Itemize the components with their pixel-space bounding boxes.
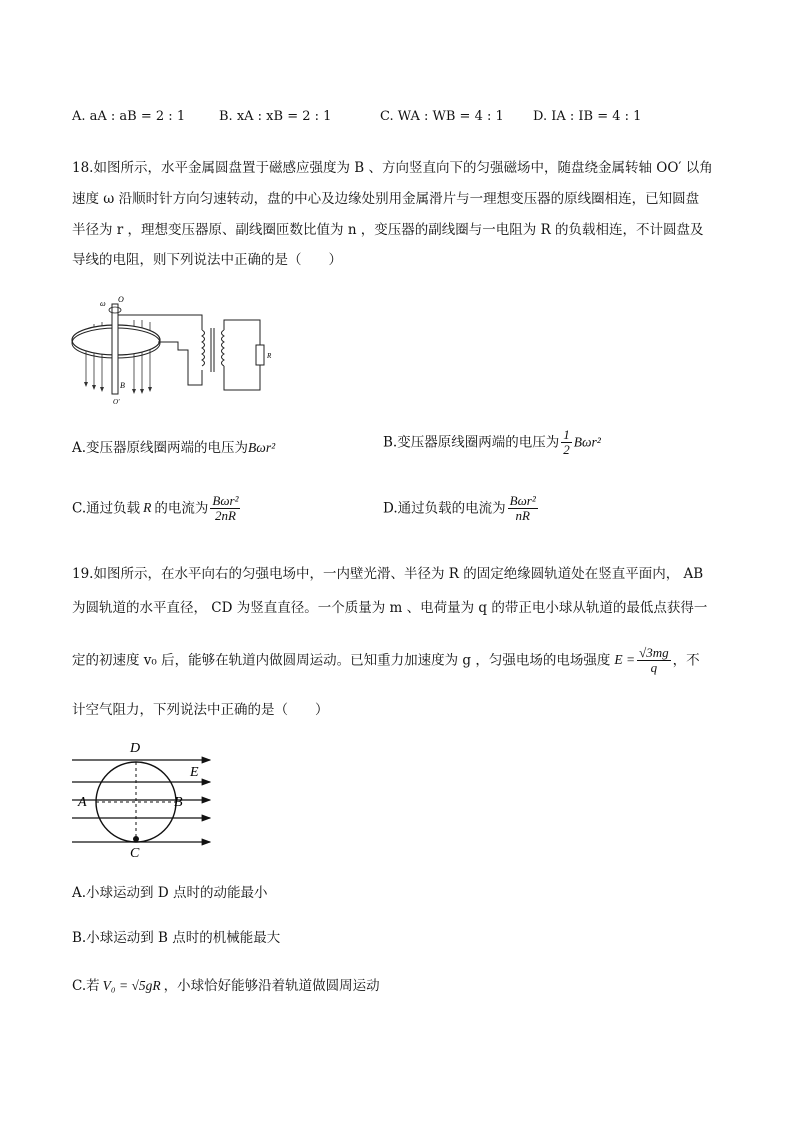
q19-option-a: A.小球运动到 D 点时的动能最小 [72, 885, 268, 901]
q19-ball [133, 836, 139, 842]
q18-line-2: 速度 ω 沿顺时针方向匀速转动，盘的中心及边缘处别用金属滑片与一理想变压器的原线圈相连，已知圆盘 [72, 191, 700, 207]
q18-line-1: 18.如图所示，水平金属圆盘置于磁感应强度为 B 、方向竖直向下的匀强磁场中，随盘绕金属转轴 OO′ 以角 [72, 160, 713, 176]
q18-label-omega: ω [100, 299, 106, 308]
q17-option-a: A. aA : aB = 2 : 1 [72, 109, 186, 124]
q19-line-4: 计空气阻力，下列说法中正确的是（ ） [72, 702, 329, 718]
q19-label-d: D [130, 741, 141, 756]
q19-line-2: 为圆轨道的水平直径， CD 为竖直直径。一个质量为 m 、电荷量为 q 的带正电小球从轨道的最低点获得一 [72, 600, 708, 616]
q19-label-e: E [190, 765, 199, 780]
q18-label-r: R [267, 352, 272, 360]
q18-axle [112, 304, 118, 394]
q17-option-c: C. WA : WB = 4 : 1 [380, 109, 504, 124]
q19-circle-field-figure [70, 738, 220, 860]
q19-label-a: A [78, 795, 87, 810]
q17-option-d: D. IA : IB = 4 : 1 [533, 109, 642, 124]
q18-resistor [256, 345, 264, 365]
q19-line-3: 定的初速度 v₀ 后，能够在轨道内做圆周运动。已知重力加速度为 g ，匀强电场的电场强度 E = $\frac{√3mg}{q}$ ，不 [72, 645, 700, 676]
q18-label-o-top: O [118, 295, 124, 304]
q18-line-4: 导线的电阻，则下列说法中正确的是（ ） [72, 252, 342, 268]
q19-option-c: C.若 V₀ = √5gR ，小球恰好能够沿着轨道做圆周运动 [72, 978, 380, 994]
q18-option-b: B.变压器原线圈两端的电压为 $\frac{1}{2}$ Bωr² [383, 427, 601, 458]
q19-label-c: C [130, 846, 140, 860]
q18-option-d: D.通过负载的电流为 $\frac{\text{Bωr²}}{nR}$ [383, 493, 536, 524]
q18-label-b: B [120, 381, 125, 390]
q18-line-3: 半径为 r ，理想变压器原、副线圈匝数比值为 n ，变压器的副线圈与一电阻为 R 的负载相连，不计圆盘及 [72, 222, 704, 238]
q18-option-a: A.变压器原线圈两端的电压为Bωr² [72, 440, 276, 456]
q18-option-c: C.通过负载 R 的电流为 $\frac{\text{Bωr²}}{2nR}$ [72, 493, 239, 524]
q19-line-1: 19.如图所示，在水平向右的匀强电场中，一内壁光滑、半径为 R 的固定绝缘圆轨道处在竖直平面内， AB [72, 566, 704, 582]
q18-disc-transformer-figure [68, 290, 278, 410]
q19-option-b: B.小球运动到 B 点时的机械能最大 [72, 930, 281, 946]
q18-label-o-bottom: O′ [113, 398, 120, 406]
q17-option-b: B. xA : xB = 2 : 1 [219, 109, 332, 124]
q19-label-b: B [174, 795, 183, 810]
